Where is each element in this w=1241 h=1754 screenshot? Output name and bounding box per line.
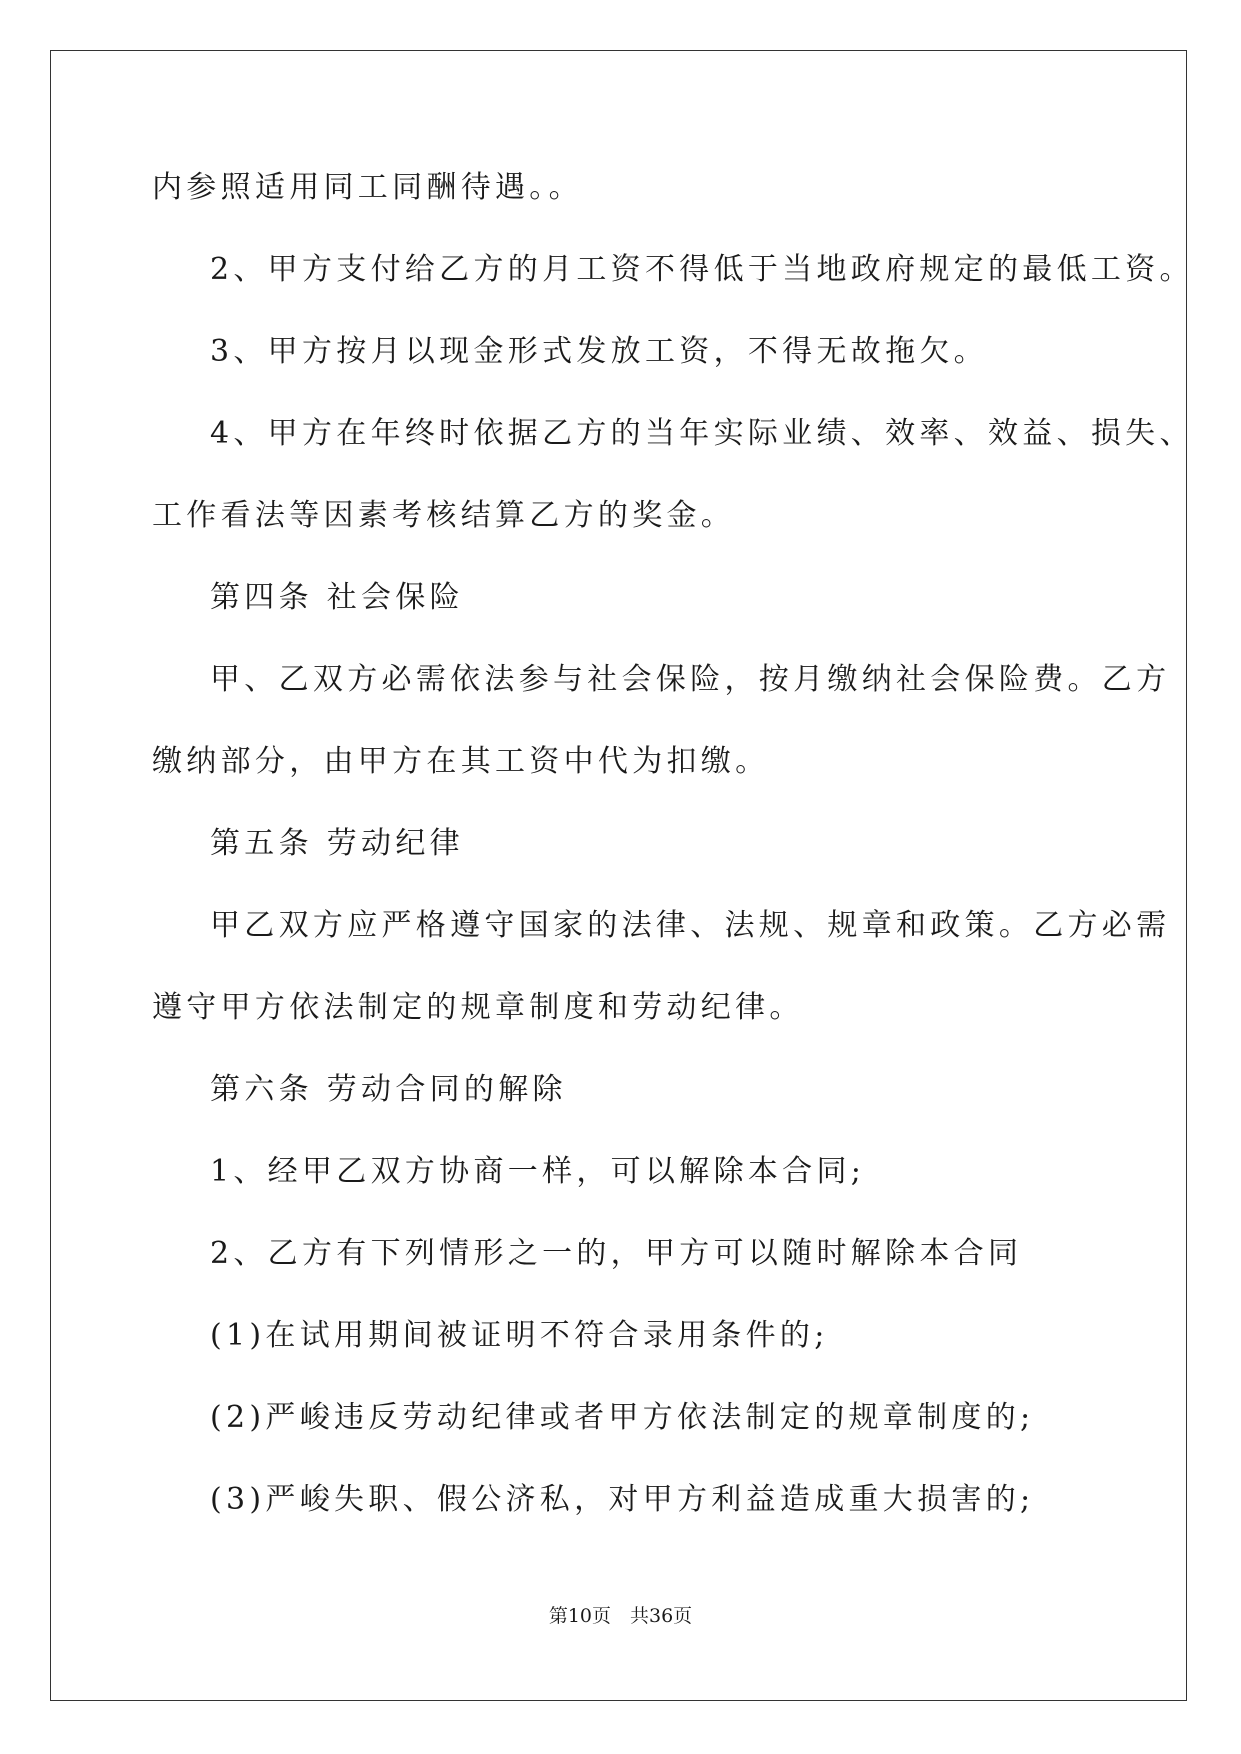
text-line: 1、经甲乙双方协商一样，可以解除本合同; (210, 1154, 866, 1189)
section-heading: 第六条 劳动合同的解除 (210, 1072, 567, 1107)
text-line: 3、甲方按月以现金形式发放工资，不得无故拖欠。 (210, 334, 988, 369)
text-line: 2、甲方支付给乙方的月工资不得低于当地政府规定的最低工资。 (210, 252, 1194, 287)
text-line: 工作看法等因素考核结算乙方的奖金。 (152, 498, 736, 533)
text-line: 缴纳部分，由甲方在其工资中代为扣缴。 (152, 744, 770, 779)
page-border (50, 50, 1187, 1701)
text-line: 4、甲方在年终时依据乙方的当年实际业绩、效率、效益、损失、 (210, 416, 1194, 451)
text-line: 2、乙方有下列情形之一的，甲方可以随时解除本合同 (210, 1236, 1023, 1271)
text-line: 遵守甲方依法制定的规章制度和劳动纪律。 (152, 990, 804, 1025)
text-line: 甲乙双方应严格遵守国家的法律、法规、规章和政策。乙方必需 (210, 908, 1171, 943)
text-line: (1)在试用期间被证明不符合录用条件的; (210, 1318, 829, 1353)
page-number: 第10页 共36页 (548, 1605, 693, 1627)
text-line: 内参照适用同工同酬待遇。。 (152, 170, 583, 205)
text-line: (2)严峻违反劳动纪律或者甲方依法制定的规章制度的; (210, 1400, 1035, 1435)
section-heading: 第四条 社会保险 (210, 580, 464, 615)
text-line: 甲、乙双方必需依法参与社会保险，按月缴纳社会保险费。乙方 (210, 662, 1171, 697)
section-heading: 第五条 劳动纪律 (210, 826, 464, 861)
text-line: (3)严峻失职、假公济私，对甲方利益造成重大损害的; (210, 1482, 1035, 1517)
